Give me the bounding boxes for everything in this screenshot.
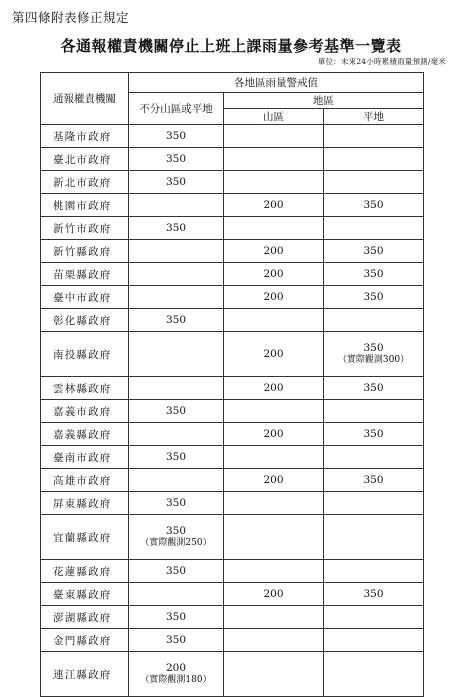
mountain-cell: [224, 377, 324, 400]
mountain-cell-value: 200: [263, 382, 284, 394]
plain-cell: [324, 629, 424, 652]
mountain-cell: [224, 240, 324, 263]
all-areas-cell: [129, 377, 224, 400]
all-areas-cell: [129, 240, 224, 263]
rainfall-threshold-table: [40, 72, 424, 697]
all-areas-cell: [129, 309, 224, 332]
observed-note: （實際觀測300）: [337, 355, 410, 365]
table-row: [41, 629, 424, 652]
plain-cell-value: 350: [363, 342, 384, 354]
agency-cell-value: 臺中市政府: [53, 291, 112, 304]
agency-cell-value: 連江縣政府: [53, 668, 112, 681]
agency-cell: [41, 217, 129, 240]
agency-cell: [41, 332, 129, 377]
mountain-cell: [224, 263, 324, 286]
table-row: [41, 492, 424, 515]
all-areas-cell: [129, 629, 224, 652]
plain-cell: [324, 446, 424, 469]
agency-cell-value: 新竹縣政府: [53, 245, 112, 258]
agency-cell-value: 臺東縣政府: [53, 588, 112, 601]
agency-cell: [41, 240, 129, 263]
mountain-cell: [224, 309, 324, 332]
plain-cell-value: 350: [363, 268, 384, 280]
mountain-cell: [224, 423, 324, 446]
plain-cell: [324, 423, 424, 446]
all-areas-cell: [129, 423, 224, 446]
all-areas-cell-value: 350: [165, 497, 187, 509]
mountain-cell: [224, 194, 324, 217]
table-row: [41, 400, 424, 423]
all-areas-cell-value: 350: [165, 611, 187, 623]
all-areas-cell: [129, 125, 224, 148]
header-plain: 平地: [324, 109, 424, 125]
agency-cell: [41, 263, 129, 286]
agency-cell-value: 新北市政府: [53, 176, 112, 189]
all-areas-cell: [129, 606, 224, 629]
observed-note: （實際觀測250）: [140, 538, 212, 548]
all-areas-cell-value: 350: [165, 405, 187, 417]
agency-cell-value: 嘉義縣政府: [53, 428, 112, 441]
header-agency: 通報權責機關: [41, 73, 129, 125]
plain-cell-value: 350: [363, 245, 384, 257]
mountain-cell-value: 200: [263, 428, 284, 440]
agency-cell: [41, 652, 129, 697]
table-row: [41, 217, 424, 240]
plain-cell: [324, 217, 424, 240]
all-areas-cell: [129, 194, 224, 217]
plain-cell: [324, 309, 424, 332]
agency-cell: [41, 583, 129, 606]
table-row: [41, 125, 424, 148]
agency-cell: [41, 629, 129, 652]
plain-cell: [324, 171, 424, 194]
all-areas-cell: [129, 446, 224, 469]
plain-cell: [324, 148, 424, 171]
mountain-cell-value: 200: [263, 588, 284, 600]
mountain-cell-value: 200: [263, 291, 284, 303]
table-row: [41, 515, 424, 560]
agency-cell-value: 屏東縣政府: [53, 497, 112, 510]
all-areas-cell-value: 350: [165, 565, 187, 577]
header-mountain: 山區: [224, 109, 324, 125]
mountain-cell: [224, 217, 324, 240]
all-areas-cell: [129, 583, 224, 606]
all-areas-cell: [129, 652, 224, 697]
mountain-cell: [224, 583, 324, 606]
mountain-cell: [224, 286, 324, 309]
all-areas-cell: [129, 171, 224, 194]
all-areas-cell-value: 350: [165, 634, 187, 646]
table-row: [41, 171, 424, 194]
mountain-cell: [224, 492, 324, 515]
all-areas-cell: [129, 286, 224, 309]
table-row: [41, 309, 424, 332]
agency-cell-value: 雲林縣政府: [53, 382, 112, 395]
plain-cell-value: 350: [363, 428, 384, 440]
agency-cell: [41, 423, 129, 446]
all-areas-cell-value: 350: [165, 314, 187, 326]
agency-cell-value: 苗栗縣政府: [53, 268, 112, 281]
all-areas-cell: [129, 515, 224, 560]
all-areas-cell: [129, 332, 224, 377]
table-row: [41, 469, 424, 492]
mountain-cell: [224, 560, 324, 583]
agency-cell-value: 桃園市政府: [53, 199, 112, 212]
plain-cell-value: 350: [363, 291, 384, 303]
table-row: [41, 583, 424, 606]
table-row: [41, 263, 424, 286]
plain-cell-value: 350: [363, 474, 384, 486]
all-areas-cell: [129, 148, 224, 171]
plain-cell: [324, 560, 424, 583]
table-header: [41, 73, 424, 125]
plain-cell-value: 350: [363, 588, 384, 600]
all-areas-cell-value: 350: [165, 130, 187, 142]
all-areas-cell: [129, 469, 224, 492]
agency-cell: [41, 446, 129, 469]
agency-cell: [41, 560, 129, 583]
table-row: [41, 148, 424, 171]
plain-cell: [324, 240, 424, 263]
plain-cell: [324, 469, 424, 492]
agency-cell-value: 高雄市政府: [53, 474, 112, 487]
all-areas-cell-value: 350: [165, 451, 187, 463]
document-heading: 第四條附表修正規定: [12, 10, 130, 25]
agency-cell-value: 新竹市政府: [53, 222, 112, 235]
plain-cell: [324, 652, 424, 697]
agency-cell: [41, 286, 129, 309]
agency-cell-value: 金門縣政府: [53, 634, 112, 647]
all-areas-cell: [129, 560, 224, 583]
all-areas-cell: [129, 217, 224, 240]
all-areas-cell-value: 350: [165, 176, 187, 188]
agency-cell: [41, 515, 129, 560]
agency-cell: [41, 400, 129, 423]
table-title: 各通報權責機關停止上班上課雨量參考基準一覽表: [60, 37, 402, 55]
unit-note: 單位：未來24小時累積雨量預測/毫米: [317, 57, 446, 66]
table-row: [41, 560, 424, 583]
mountain-cell-value: 200: [263, 199, 284, 211]
plain-cell: [324, 125, 424, 148]
agency-cell-value: 臺南市政府: [53, 451, 112, 464]
table-body: [41, 125, 424, 697]
agency-cell: [41, 606, 129, 629]
header-warning-values: 各地區雨量警戒值: [129, 73, 424, 93]
all-areas-cell: [129, 492, 224, 515]
header-region: 地區: [224, 93, 424, 109]
mountain-cell: [224, 171, 324, 194]
mountain-cell-value: 200: [263, 474, 284, 486]
agency-cell-value: 澎湖縣政府: [53, 611, 112, 624]
all-areas-cell-value: 200: [165, 662, 187, 674]
table-row: [41, 423, 424, 446]
table-row: [41, 446, 424, 469]
agency-cell-value: 花蓮縣政府: [53, 565, 112, 578]
table-row: [41, 240, 424, 263]
agency-cell-value: 彰化縣政府: [53, 314, 112, 327]
plain-cell-value: 350: [363, 199, 384, 211]
agency-cell: [41, 309, 129, 332]
mountain-cell: [224, 629, 324, 652]
mountain-cell: [224, 606, 324, 629]
plain-cell: [324, 583, 424, 606]
plain-cell: [324, 263, 424, 286]
mountain-cell: [224, 446, 324, 469]
mountain-cell: [224, 125, 324, 148]
plain-cell: [324, 377, 424, 400]
all-areas-cell-value: 350: [165, 525, 187, 537]
all-areas-cell-value: 350: [165, 153, 187, 165]
agency-cell-value: 基隆市政府: [53, 130, 112, 143]
agency-cell: [41, 377, 129, 400]
plain-cell: [324, 332, 424, 377]
agency-cell: [41, 148, 129, 171]
header-all-areas: 不分山區或平地: [129, 93, 224, 125]
agency-cell: [41, 194, 129, 217]
mountain-cell-value: 200: [263, 268, 284, 280]
table-row: [41, 652, 424, 697]
table-row: [41, 332, 424, 377]
mountain-cell: [224, 400, 324, 423]
mountain-cell: [224, 332, 324, 377]
mountain-cell: [224, 148, 324, 171]
all-areas-cell: [129, 400, 224, 423]
agency-cell: [41, 492, 129, 515]
agency-cell: [41, 171, 129, 194]
mountain-cell-value: 200: [263, 245, 284, 257]
plain-cell-value: 350: [363, 382, 384, 394]
agency-cell: [41, 125, 129, 148]
mountain-cell-value: 200: [263, 348, 284, 360]
agency-cell: [41, 469, 129, 492]
agency-cell-value: 臺北市政府: [53, 153, 112, 166]
plain-cell: [324, 515, 424, 560]
agency-cell-value: 宜蘭縣政府: [53, 531, 112, 544]
observed-note: （實際觀測180）: [140, 675, 212, 685]
table-row: [41, 377, 424, 400]
plain-cell: [324, 492, 424, 515]
plain-cell: [324, 400, 424, 423]
all-areas-cell: [129, 263, 224, 286]
plain-cell: [324, 606, 424, 629]
agency-cell-value: 南投縣政府: [53, 348, 112, 361]
plain-cell: [324, 286, 424, 309]
mountain-cell: [224, 469, 324, 492]
agency-cell-value: 嘉義市政府: [53, 405, 112, 418]
mountain-cell: [224, 515, 324, 560]
all-areas-cell-value: 350: [165, 222, 187, 234]
table-row: [41, 606, 424, 629]
mountain-cell: [224, 652, 324, 697]
table-row: [41, 286, 424, 309]
plain-cell: [324, 194, 424, 217]
table-row: [41, 194, 424, 217]
